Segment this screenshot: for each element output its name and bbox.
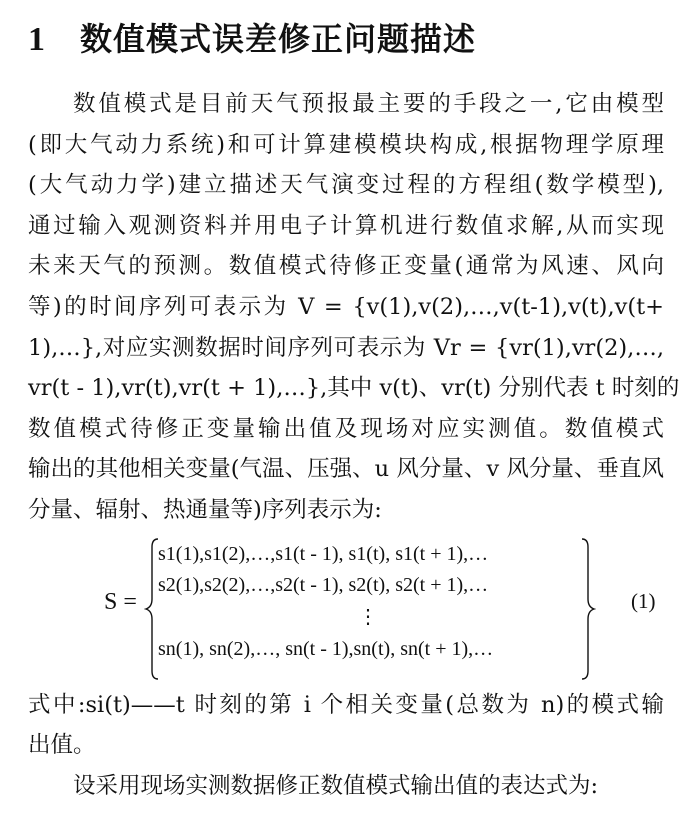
final-line: 设采用现场实测数据修正数值模式输出值的表达式为: (73, 772, 599, 799)
equation-number: (1) (631, 588, 656, 613)
equation-1 (28, 537, 664, 685)
equation-row: s2(1),s2(2),…,s2(t - 1), s2(t), s2(t + 1),… (158, 573, 489, 596)
section-title: 数值模式误差修正问题描述 (80, 20, 477, 58)
paragraph-line: vr(t - 1),vr(t),vr(t + 1),…},其中 v(t)、vr(t) 分别代表 t 时刻的 (28, 375, 680, 402)
paragraph-line: 未来天气的预测。数值模式待修正变量(通常为风速、风向 (28, 253, 664, 280)
description-paragraph (28, 84, 680, 531)
paragraph-line: (即大气动力系统)和可计算建模模块构成,根据物理学原理 (28, 131, 664, 158)
section-number: 1 (28, 21, 45, 58)
where-line: 出值。 (28, 732, 96, 759)
equation-lhs: S = (104, 588, 137, 615)
equation-row: sn(1), sn(2),…, sn(t - 1),sn(t), sn(t + 1),… (158, 637, 494, 660)
where-clause (28, 685, 664, 807)
where-line: 式中:si(t)——t 时刻的第 i 个相关变量(总数为 n)的模式输 (28, 691, 664, 718)
vertical-ellipsis: ⋮ (358, 605, 378, 628)
paragraph-line: 数值模式待修正变量输出值及现场对应实测值。数值模式 (28, 415, 664, 442)
section-heading (28, 14, 664, 66)
paragraph-line: (大气动力学)建立描述天气演变过程的方程组(数学模型), (28, 172, 664, 199)
paragraph-line: 数值模式是目前天气预报最主要的手段之一,它由模型 (73, 91, 664, 117)
equation-row: s1(1),s1(2),…,s1(t - 1), s1(t), s1(t + 1),… (158, 542, 489, 565)
equation-rows (158, 539, 578, 665)
paragraph-line: 等)的时间序列可表示为 V = {v(1),v(2),…,v(t-1),v(t),v(t+ (28, 293, 664, 320)
right-brace (580, 537, 596, 681)
paragraph-line: 输出的其他相关变量(气温、压强、u 风分量、v 风分量、垂直风 (28, 456, 664, 483)
paragraph-line: 分量、辐射、热通量等)序列表示为: (28, 496, 382, 523)
paragraph-line: 1),…},对应实测数据时间序列可表示为 Vr = {vr(1),vr(2),…, (28, 334, 664, 361)
paragraph-line: 通过输入观测资料并用电子计算机进行数值求解,从而实现 (28, 212, 664, 239)
